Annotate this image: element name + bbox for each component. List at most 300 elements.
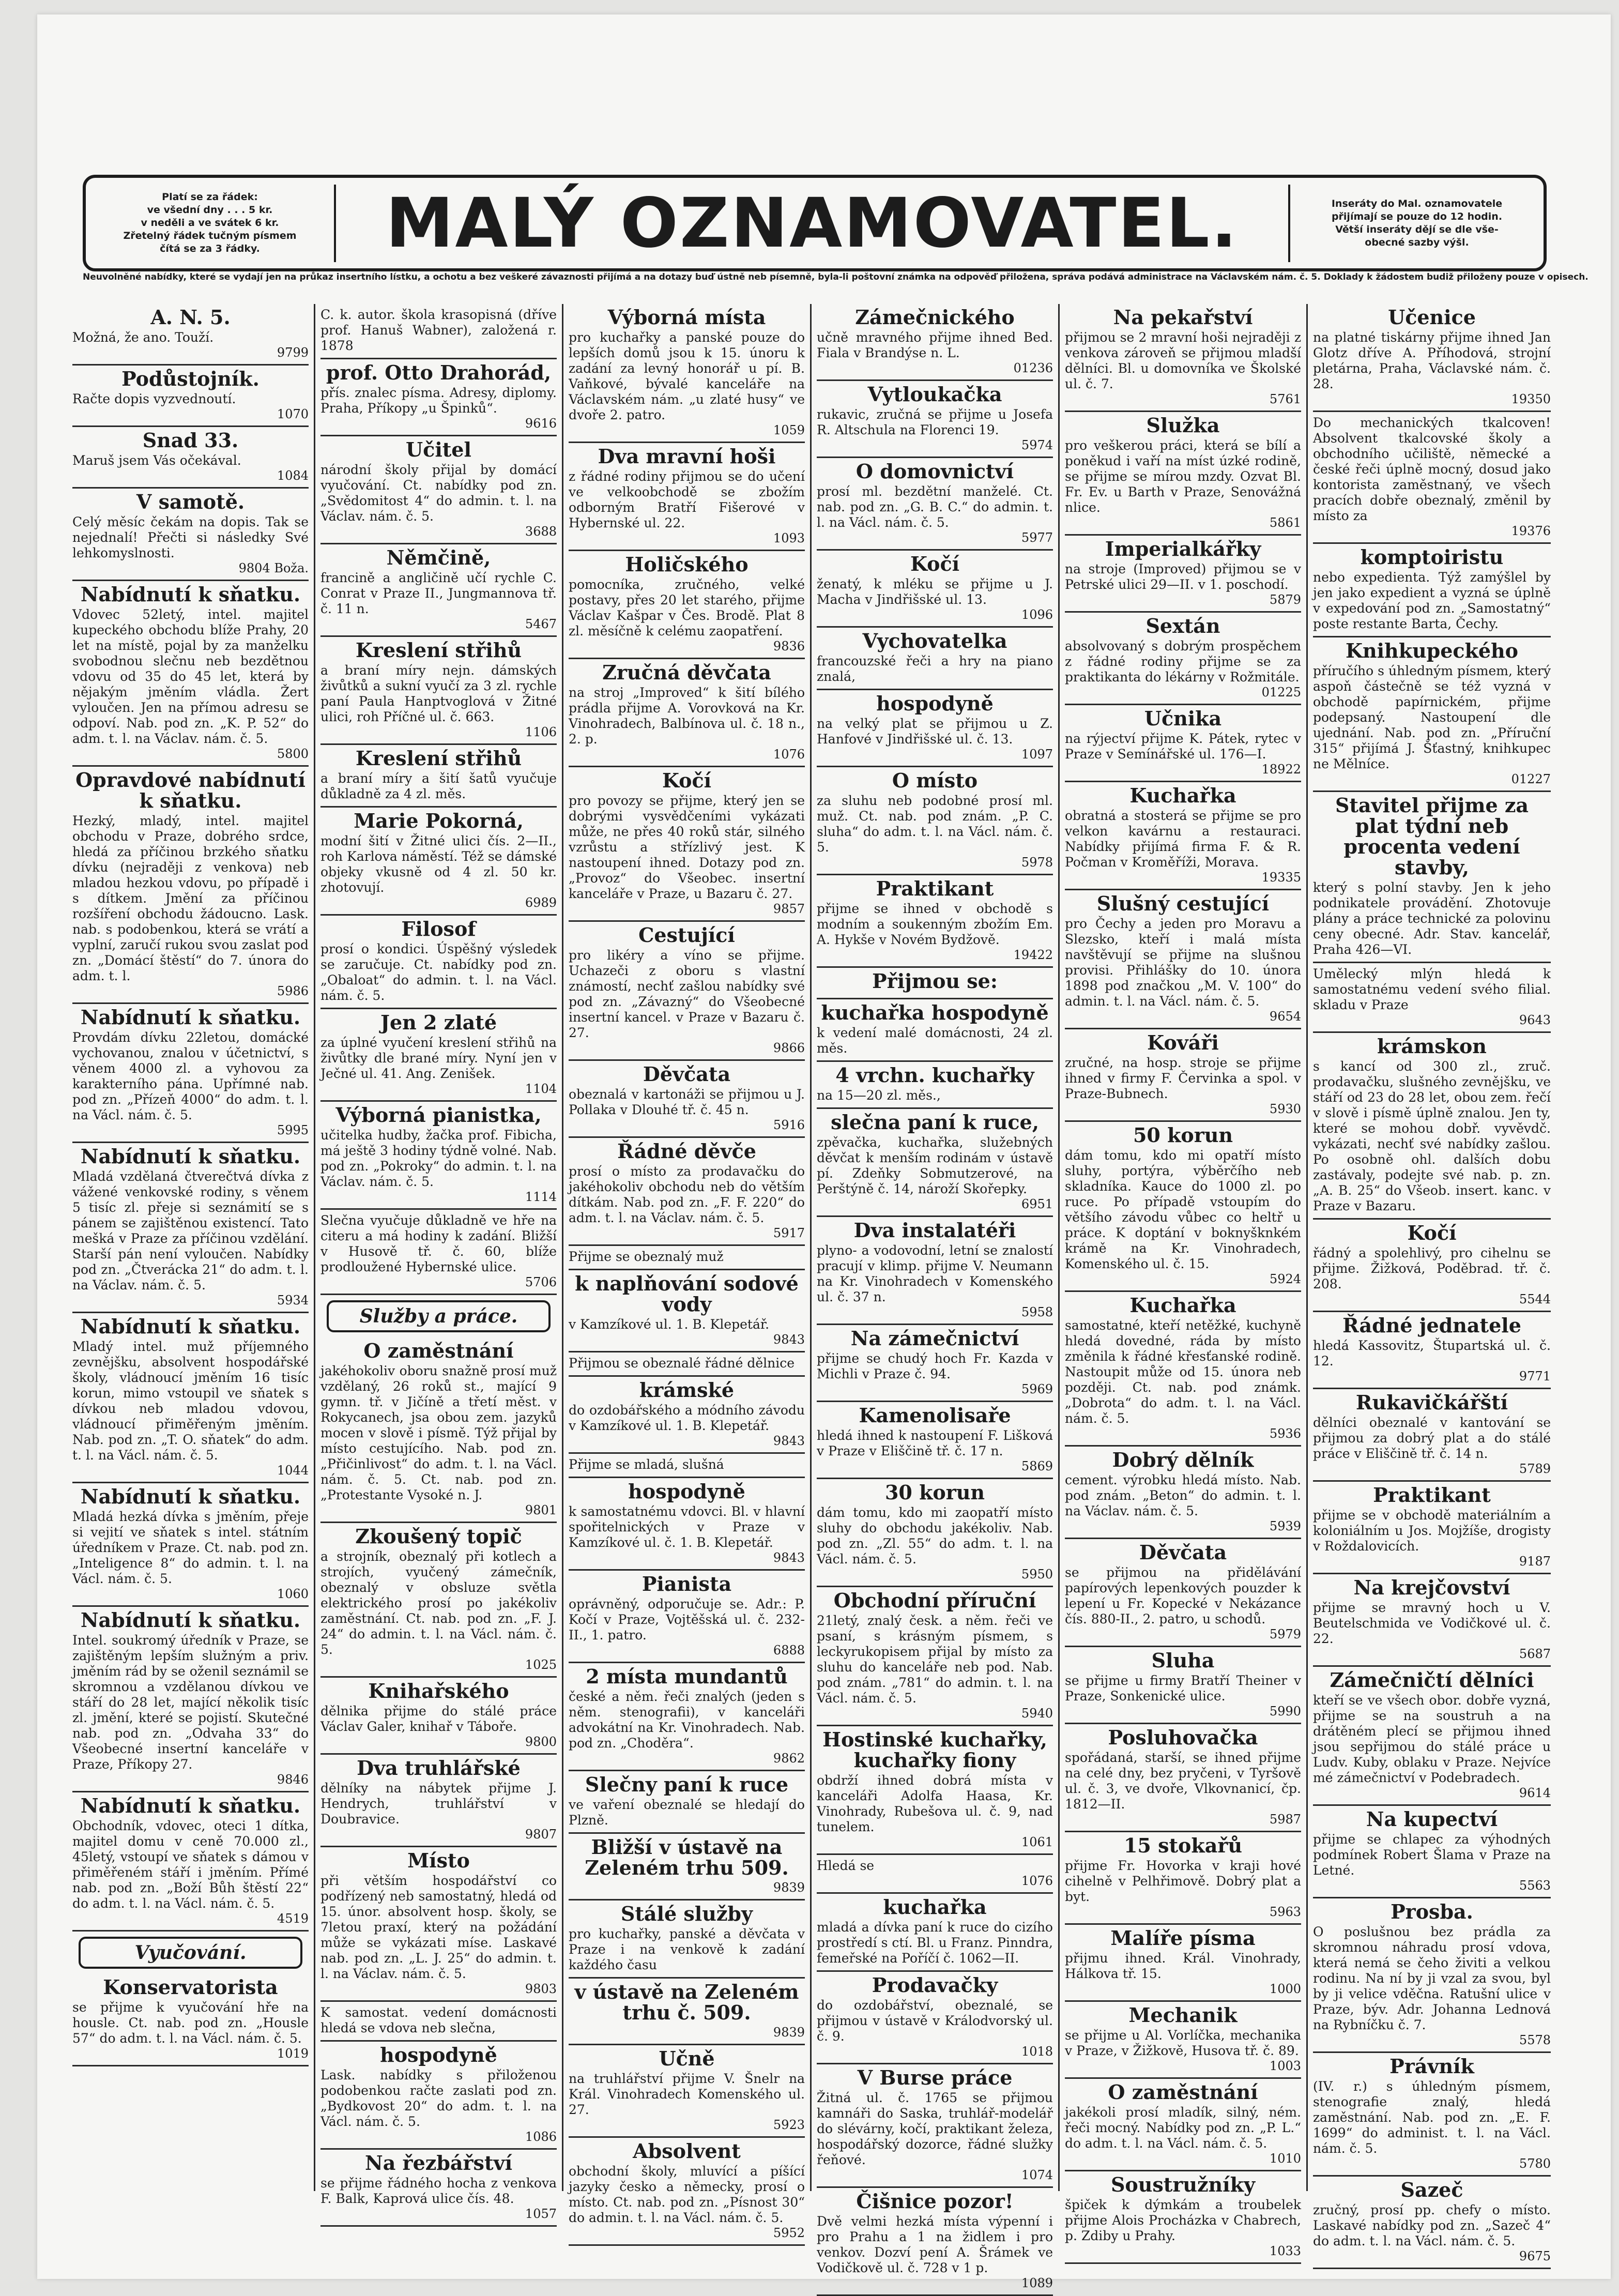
ad-reference-number: 5869 — [1021, 1459, 1053, 1473]
ad-reference-number: 5969 — [1021, 1382, 1053, 1396]
section-heading: Vyučování. — [79, 1937, 302, 1969]
ad-text: Mladá vzdělaná čtverečtvá dívka z vážené venkovské rodiny, s věnem 5 tisíc zl. přeje si seznámití se s pánem se zajištěnou existencí. Tato mešká v Praze za příčinou vzdělání. Starší pán není vyloučen. Nabídky pod zn. „Čtverácka 21“ do adm. t. l. na Václav. nám. č. 5. — [72, 1169, 309, 1293]
ad-heading: Imperialkářky — [1105, 537, 1261, 560]
ad-reference-number: 5934 — [277, 1293, 309, 1307]
ad-reference-number: 5687 — [1519, 1647, 1551, 1661]
ad-reference-number: 5761 — [1269, 392, 1301, 406]
ad-text: ve vaření obeznalé se hledají do Plzně. — [569, 1797, 805, 1828]
ad-heading: O zaměstnání — [1108, 2080, 1258, 2104]
ad-text: Intel. soukromý úředník v Praze, se zajištěným lepším služným a priv. jměním rád by se oženil seznámil se skromnou a vzdělanou dívkou ve stáří do 28 let, mající několik tisíc zl. jmění, které se pojistí. Skutečné nab. pod zn. „Odvaha 33“ do Všeobecné insertní kanceláře v Praze, Příkopy 27. — [72, 1633, 309, 1772]
ad-heading: hospodyně — [380, 2043, 497, 2066]
ad-reference-number: 5974 — [1021, 438, 1053, 452]
ad-reference-number: 9616 — [525, 416, 557, 431]
ad-heading: Němčině, — [386, 546, 491, 569]
ad-heading: Prosba. — [1391, 1900, 1473, 1923]
ad-text: pro kuchařky, panské a děvčata v Praze i na venkově k zadání každého času — [569, 1926, 805, 1972]
ad-text: francouzské řeči a hry na piano znalá, — [817, 653, 1053, 684]
classified-ad — [1065, 613, 1301, 705]
ad-text: 21letý, znalý česk. a něm. řeči ve psaní, s krásným písmem, s leckyrukopisem přijal by místo za sluhu do kanceláře neb pod. Nab. pod znám. „781“ do admin. t. l. na Václ. nám. č. 5. — [817, 1613, 1053, 1706]
ad-reference-number: 6989 — [525, 895, 557, 910]
ad-text: C. k. autor. škola krasopisná (dříve prof. Hanuš Wabner), založená r. 1878 — [320, 307, 557, 353]
ad-text: který s polní stavby. Jen k jeho podnikatele provádění. Zhotovuje plány a práce technické za polovinu ceny obecné. Adr. Stav. kancelář, Praha 426—VI. — [1313, 880, 1551, 957]
ad-heading: Holičského — [625, 553, 749, 576]
classified-ad — [569, 1270, 805, 1352]
ad-heading: Místo — [407, 1849, 470, 1872]
ad-text: pro veškerou práci, která se bílí a poněkud i vaří na míst úzké rodině, se přijme se mírou mzdy. Ozvat Bl. Fr. Ev. u Barth v Praze, Senovážná nlice. — [1065, 438, 1301, 515]
ad-reference-number: 9804 Boža. — [238, 561, 309, 575]
ad-heading: Vytloukačka — [867, 383, 1002, 406]
ad-heading: Učenice — [1388, 306, 1476, 329]
ad-heading: Na krejčovství — [1353, 1576, 1510, 1599]
ad-text: prosí ml. bezdětní manželé. Ct. nab. pod zn. „G. B. C.“ do admin. t. l. na Václ. nám. č. 5. — [817, 484, 1053, 530]
ad-text: Žitná ul. č. 1765 se přijmou kamnáři do Saska, truhlář-modelář do slévárny, kočí, praktikant železa, hospodářský dozorce, řádné služky řeňové. — [817, 2090, 1053, 2167]
ad-reference-number: 5995 — [277, 1123, 309, 1137]
ad-reference-number: 5800 — [277, 747, 309, 761]
ad-reference-number: 1019 — [277, 2046, 309, 2061]
classified-ad — [817, 381, 1053, 458]
ad-text: pro Čechy a jeden pro Moravu a Slezsko, kteří i malá místa navštěvují se přijme na slušnou provisi. Přihlášky do 10. února 1898 pod značkou „M. V. 100“ do admin. t. l. na Václ. nám. č. 5. — [1065, 916, 1301, 1009]
ad-heading: Zámečničtí dělníci — [1330, 1668, 1534, 1692]
classified-ad — [817, 767, 1053, 875]
ad-text: Umělecký mlýn hledá k samostatnému vedení svého filial. skladu v Praze — [1313, 966, 1551, 1012]
ad-reference-number: 5952 — [773, 2226, 805, 2240]
classified-ad — [320, 916, 557, 1009]
ad-text: Lask. nabídky s přiloženou podobenkou račte zaslati pod zn. „Bydkovost 20“ do adm. t. l. na Václ. nám. č. 5. — [320, 2067, 557, 2129]
classified-ad — [1065, 1292, 1301, 1447]
classified-ad — [320, 745, 557, 808]
ad-heading: Nabídnutí k sňatku. — [80, 1006, 301, 1029]
ad-heading: Prodavačky — [872, 1973, 998, 1997]
ad-text: dělníci obeznalé v kantování se přijmou za dobrý plat a do stálé práce v Eliščině tř. č. 14 n. — [1313, 1415, 1551, 1461]
ad-heading: Dva truhlářské — [357, 1756, 521, 1780]
classified-ad — [320, 1337, 557, 1523]
classified-ad — [569, 1663, 805, 1771]
ad-heading: Posluhovačka — [1108, 1726, 1258, 1749]
ad-reference-number: 1093 — [773, 531, 805, 545]
ad-text: přijme Fr. Hovorka v kraji hové cihelně v Pelhřimově. Dobrý plat a byt. — [1065, 1858, 1301, 1904]
ad-text: dám tomu, kdo mi opatří místo sluhy, portýra, výběrčího neb skladníka. Kauce do 1000 zl. po ruce. Po případě vstoupím do většího závodu vůbec co heltř u práce. K doptání v boknyšknkém krámě na Kr. Vinohradech, Komenského ul. č. 15. — [1065, 1148, 1301, 1271]
ad-heading: Děvčata — [643, 1062, 731, 1086]
ad-reference-number: 5917 — [773, 1226, 805, 1240]
ad-text: přijme se chudý hoch Fr. Kazda v Michli v Praze č. 94. — [817, 1351, 1053, 1381]
classified-ad — [72, 304, 309, 366]
ad-reference-number: 1084 — [277, 468, 309, 483]
classified-ad — [320, 1678, 557, 1755]
ad-text: samostatné, kteří netěžké, kuchyně hledá dovedné, ráda by místo změnila k řádné křesťanské rodině. Nastoupit může od 15. února neb později. Ct. nab. pod známk. „Dobrota“ do adm. t. l. na Václ. nám. č. 5. — [1065, 1318, 1301, 1426]
ad-reference-number: 5950 — [1021, 1567, 1053, 1582]
ad-text: O poslušnou bez prádla za skromnou náhradu prosí vdova, která nemá se čeho živiti a velkou rodinu. Na ní by ji vzal za svou, byl by ji velice vděčna. Ratušní ulice v Praze, býv. Adr. Johanna Lednová na Rybníčku č. 7. — [1313, 1924, 1551, 2032]
classified-ad — [1313, 1667, 1551, 1806]
classified-ad — [1313, 1806, 1551, 1898]
ad-text: mladá a dívka paní k ruce do cizího prostředí s ctí. Bl. u Franz. Pinndra, femeřské na Poříčí č. 1062—II. — [817, 1920, 1053, 1966]
ad-column — [315, 304, 563, 2221]
ad-text: cement. výrobku hledá místo. Nab. pod znám. „Beton“ do admin. t. l. na Václav. nám. č. 5. — [1065, 1472, 1301, 1518]
ad-heading: Cestující — [638, 923, 735, 947]
ad-heading: Právník — [1389, 2055, 1474, 2078]
ad-text: do ozdobářství, obeznalé, se přijmou v ústavě v Králodvorský ul. č. 9. — [817, 1998, 1053, 2044]
classified-ad — [817, 1217, 1053, 1325]
ad-heading: Řádné jednatele — [1342, 1314, 1521, 1337]
ad-heading: Absolvent — [633, 2139, 741, 2163]
ad-column — [1308, 304, 1556, 2263]
ad-text: na stroje (Improved) přijmou se v Petrské ulici 29—II. v 1. poschodí. — [1065, 561, 1301, 592]
ad-reference-number: 3688 — [525, 524, 557, 539]
ad-heading: Děvčata — [1139, 1541, 1227, 1564]
ad-reference-number: 1044 — [277, 1463, 309, 1478]
ad-reference-number: 9843 — [773, 1550, 805, 1565]
ad-text: dám tomu, kdo mi zaopatří místo sluhy do obchodu jakékoliv. Nab. pod zn. „Zl. 55“ do adm. t. l. na Václ. nám. č. 5. — [817, 1505, 1053, 1567]
ad-text: se přijme u Al. Vorlíčka, mechanika v Praze, v Žižkově, Husova tř. č. 89. — [1065, 2028, 1301, 2058]
ad-heading: Zámečnického — [855, 306, 1015, 329]
classified-ad — [569, 304, 805, 443]
classified-ad — [1065, 1539, 1301, 1647]
ad-text: na stroj „Improved“ k šití bílého prádla přijme A. Vorovková na Kr. Vinohradech, Balbínova ul. č. 18 n., 2. p. — [569, 685, 805, 747]
ad-heading: Učnika — [1144, 707, 1222, 730]
ad-reference-number: 5987 — [1269, 1812, 1301, 1827]
ad-heading: Malíře písma — [1110, 1926, 1256, 1950]
classified-ad — [817, 304, 1053, 381]
pricing-line: čítá se za 3 řádky. — [160, 243, 260, 254]
ad-heading: V samotě. — [136, 490, 245, 513]
classified-ad — [817, 1325, 1053, 1402]
ad-heading: Kuchařka — [1129, 784, 1236, 807]
classified-ad — [1313, 1482, 1551, 1574]
ad-text: a braní míry nejn. dámských živůtků a sukní vyučí za 3 zl. rychle paní Paula Hanptvoglová v Žitné ulici, roh Příčné ul. č. 663. — [320, 663, 557, 724]
ad-heading: Nabídnutí k sňatku. — [80, 583, 301, 606]
classified-ad — [72, 366, 309, 427]
classified-ad — [569, 1246, 805, 1270]
ad-text: oprávněný, odporučuje se. Adr.: P. Kočí v Praze, Vojtěšská ul. č. 232-II., 1. patro. — [569, 1596, 805, 1643]
ad-heading: Kuchařka — [1129, 1294, 1236, 1317]
classified-ad — [569, 1771, 805, 1834]
insertion-line: přijímají se pouze do 12 hodin. — [1331, 210, 1503, 222]
ad-text: obeznalá v kartonáži se přijmou u J. Pollaka v Dlouhé tř. č. 45 n. — [569, 1087, 805, 1117]
ad-text: francině a angličině učí rychle C. Conrat v Praze II., Jungmannova tř. č. 11 n. — [320, 570, 557, 616]
classified-ad — [72, 1974, 309, 2066]
ad-heading: Filosof — [401, 917, 476, 940]
ad-heading: O domovnictví — [856, 460, 1014, 483]
ad-text: při větším hospodářství co podřízený neb samostatný, hledá od 15. únor. absolvent hosp. školy, se 7letou praxí, který na požádání může se vykázati míse. Laskavé nab. pod zn. „L. J. 25“ do admin. t. l. na Václav. nám. č. 5. — [320, 1873, 557, 1981]
classified-ad — [1313, 2177, 1551, 2269]
ad-heading: Nabídnutí k sňatku. — [80, 1794, 301, 1817]
ad-reference-number: 1086 — [525, 2130, 557, 2144]
ad-reference-number: 1076 — [773, 747, 805, 762]
classified-ad — [1313, 1312, 1551, 1389]
ad-heading: V Burse práce — [857, 2066, 1013, 2089]
ad-text: Hezký, mladý, intel. majitel obchodu v Praze, dobrého srdce, hledá za příčinou brzkého sňatku dívku (nejraději z venkova) neb mladou hezkou vdovu, po případě i s dítkem. Jmění za příčinou rozšíření obchodu žádoucno. Lask. nab. s podobenkou, která se vrátí a vyplní, zaručí rukou svou zaslat pod zn. „Domácí štěstí“ do 7. února do adm. t. l. — [72, 813, 309, 983]
ad-text: na velký plat se přijmou u Z. Hanfové v Jindřišské ul. č. 13. — [817, 716, 1053, 747]
classified-ad — [569, 1352, 805, 1377]
ad-text: Provdám dívku 22letou, domácké vychovanou, znalou v účetnictví, s věnem 4000 zl. a vyhovou za karakterního pána. Upřímné nab. pod zn. „Přízeň 4000“ do adm. t. l. na Václ. nám. č. 5. — [72, 1030, 309, 1122]
ad-reference-number: 5936 — [1269, 1426, 1301, 1441]
classified-ad — [1065, 782, 1301, 890]
classified-ad — [569, 1900, 805, 1979]
header-notice: Neuvolněné nabídky, které se vydají jen na průkaz insertního lístku, a ochotu a bez veškeré závaznosti přijímá a na dotazy buď ústně neb písemně, byla-li poštovní známka na odpověď přiložena, správa podává administrace na Václavském nám. č. 5. Doklady k žádostem budiž přiloženy pouze v opisech. — [83, 272, 1589, 282]
ad-heading: Slečny paní k ruce — [585, 1773, 789, 1796]
ad-text: přijme se mravný hoch u V. Beutelschmida ve Vodičkové ul. č. 22. — [1313, 1600, 1551, 1646]
ad-reference-number: 9862 — [773, 1751, 805, 1766]
ad-reference-number: 19422 — [1013, 948, 1053, 962]
ad-heading: hospodyně — [628, 1480, 745, 1503]
classified-ad — [72, 767, 309, 1004]
ad-text: české a něm. řeči znalých (jeden s něm. stenografii), v kanceláři advokátní na Kr. Vinohradech. Nab. pod zn. „Choděra“. — [569, 1689, 805, 1751]
classified-ad — [72, 1792, 309, 1932]
ad-reference-number: 19350 — [1511, 392, 1551, 406]
classified-ad — [72, 1483, 309, 1607]
classified-ad — [1065, 2079, 1301, 2171]
classified-ad — [72, 1004, 309, 1143]
ad-text: přijme se ihned v obchodě s modním a soukenným zbožím Em. A. Hykše v Novém Bydžově. — [817, 901, 1053, 947]
ad-text: Do mechanických tkalcoven! Absolvent tkalcovské školy a obchodního učiliště, německé a české řeči úplně mocný, dosud jako kontorista zaměstnaný, ve všech pracích dobře obeznalý, změnil by místo za — [1313, 415, 1551, 523]
classified-ad — [817, 1109, 1053, 1217]
ad-reference-number: 5986 — [277, 984, 309, 998]
ad-reference-number: 1003 — [1269, 2059, 1301, 2073]
ad-text: zpěvačka, kuchařka, služebných děvčat k menším rodinám v ústavě pí. Zdeňky Sobmutzerové, na Perštýně č. 14, nároží Skořepky. — [817, 1135, 1053, 1196]
ad-reference-number: 01236 — [1013, 361, 1053, 375]
ad-heading: Na kupectví — [1366, 1807, 1498, 1831]
ad-text: pro povozy se přijme, který jen se dobrými vysvědčeními vykázati může, ne přes 40 roků stár, silného vzrůstu a střízlivý jest. K nastoupení ihned. Dotazy pod zn. „Provoz“ do Všeobec. insertní kanceláře v Praze, u Bazaru č. 27. — [569, 793, 805, 901]
classified-ad — [320, 359, 557, 436]
classified-ad — [1313, 1220, 1551, 1312]
ad-text: Přijme se mladá, slušná — [569, 1457, 724, 1472]
ad-reference-number: 5978 — [1021, 855, 1053, 870]
ad-heading: Nabídnutí k sňatku. — [80, 1315, 301, 1338]
ad-text: zručné, na hosp. stroje se přijme ihned v firmy F. Červinka a spol. v Praze-Bubnech. — [1065, 1055, 1301, 1101]
ad-reference-number: 5780 — [1519, 2156, 1551, 2171]
ad-text: řádný a spolehlivý, pro cihelnu se přijme. Žižková, Poděbrad. tř. č. 208. — [1313, 1245, 1551, 1291]
ad-column — [563, 304, 812, 2240]
classified-ad — [1313, 792, 1551, 963]
ad-text: k vedení malé domácnosti, 24 zl. měs. — [817, 1025, 1053, 1056]
ad-heading: 2 místa mundantů — [586, 1665, 788, 1688]
classified-columns — [67, 304, 1556, 2290]
page-title: MALÝ OZNAMOVATEL. — [334, 185, 1290, 262]
ad-reference-number: 9836 — [773, 639, 805, 653]
ad-reference-number: 4519 — [277, 1911, 309, 1926]
classified-ad — [320, 1102, 557, 1210]
classified-ad — [569, 1138, 805, 1246]
classified-ad — [817, 1402, 1053, 1479]
ad-heading: slečna paní k ruce, — [831, 1111, 1039, 1134]
ad-text: Možná, že ano. Touží. — [72, 330, 214, 345]
classified-ad — [817, 458, 1053, 551]
ad-heading: k naplňování sodové vody — [575, 1272, 799, 1316]
ad-heading: Knihařského — [368, 1679, 509, 1702]
classified-ad — [320, 1523, 557, 1678]
ad-text: obratná a stosterá se přijme se pro velkon kavárnu a restauraci. Nabídky přijímá firma F. & R. Počman v Kroměříži, Morava. — [1065, 808, 1301, 870]
ad-text: dělníky na nábytek přijme J. Hendrych, truhlářství v Doubravice. — [320, 1781, 557, 1827]
classified-ad — [817, 1587, 1053, 1726]
classified-ad — [569, 1377, 805, 1454]
ad-reference-number: 6951 — [1021, 1197, 1053, 1211]
ad-reference-number: 9801 — [525, 1503, 557, 1517]
classified-ad — [72, 1607, 309, 1792]
ad-text: se přijme u firmy Bratří Theiner v Praze, Sonkenické ulice. — [1065, 1673, 1301, 1704]
ad-heading: Rukavičkářští — [1355, 1391, 1508, 1414]
ad-heading: Praktikant — [1373, 1483, 1491, 1507]
ad-text: hledá Kassovitz, Štupartská ul. č. 12. — [1313, 1338, 1551, 1369]
ad-text: Maruš jsem Vás očekával. — [72, 453, 241, 468]
classified-ad — [817, 1972, 1053, 2064]
ad-text: na platné tiskárny přijme ihned Jan Glotz dříve A. Příhodová, strojní pletárna, Praha, Václavské nám. č. 28. — [1313, 330, 1551, 391]
ad-text: obchodní školy, mluvící a píšící jazyky česko a německy, prosí o místo. Ct. nab. pod zn. „Písnost 30“ do admin. t. l. na Václ. nám. č. 5. — [569, 2164, 805, 2225]
classified-ad — [1313, 1574, 1551, 1667]
ad-heading: Stavitel přijme za plat týdní neb procenta vedení stavby, — [1335, 794, 1529, 879]
ad-reference-number: 9866 — [773, 1041, 805, 1055]
ad-text: národní školy přijal by domácí vyučování. Ct. nabídky pod zn. „Svědomitost 4“ do admin. t. l. na Václav. nám. č. 5. — [320, 462, 557, 524]
classified-ad — [817, 628, 1053, 690]
classified-ad — [569, 2045, 805, 2138]
ad-text: absolvovaný s dobrým prospěchem z řádné rodiny přijme se za praktikanta do lékárny v Rožmitále. — [1065, 638, 1301, 685]
ad-reference-number: 9846 — [277, 1772, 309, 1787]
ad-text: pomocníka, zručného, velké postavy, přes 20 let starého, přijme Václav Kašpar v Čes. Brodě. Plat 8 zl. měsíčně k celému zaopatření. — [569, 577, 805, 638]
ad-heading: 50 korun — [1133, 1123, 1233, 1147]
ad-column — [812, 304, 1060, 2290]
ad-text: ženatý, k mléku se přijme u J. Macha v Jindřišské ul. 13. — [817, 576, 1053, 607]
classified-ad — [320, 1755, 557, 1847]
classified-ad — [320, 1009, 557, 1102]
ad-text: jakékoli prosí mladík, silný, ném. řeči mocný. Nabídky pod zn. „P. L.“ do adm. t. l. na Václ. nám. č. 5. — [1065, 2105, 1301, 2151]
classified-ad — [817, 968, 1053, 999]
ad-heading: Dobrý dělník — [1112, 1448, 1254, 1471]
ad-heading: Nabídnutí k sňatku. — [80, 1145, 301, 1168]
ad-heading: Sextán — [1145, 614, 1220, 637]
classified-ad — [569, 443, 805, 551]
classified-ad — [569, 2138, 805, 2246]
ad-text: Slečna vyučuje důkladně ve hře na citeru a má hodiny k zadání. Bližší v Husově tř. č. 60, blíže prodloužené Hybernské ulice. — [320, 1213, 557, 1274]
classified-ad — [817, 551, 1053, 628]
ad-text: a braní míry a šití šatů vyučuje důkladně za 4 zl. měs. — [320, 771, 557, 801]
ad-heading: Výborná místa — [607, 306, 766, 329]
ad-reference-number: 5578 — [1519, 2033, 1551, 2047]
classified-ad — [817, 999, 1053, 1062]
ad-heading: Marie Pokorná, — [354, 809, 524, 832]
classified-ad — [320, 1210, 557, 1295]
classified-ad — [1065, 412, 1301, 536]
classified-ad — [569, 1571, 805, 1663]
ad-heading: Kreslení střihů — [355, 747, 522, 770]
ad-heading: Vychovatelka — [862, 629, 1007, 652]
ad-heading: Jen 2 zlaté — [380, 1011, 497, 1034]
ad-reference-number: 1089 — [1021, 2276, 1053, 2290]
masthead — [83, 175, 1547, 271]
classified-ad — [320, 544, 557, 637]
ad-text: k samostatnému vdovci. Bl. v hlavní spořitelnických v Praze v Kamzíkové ul. č. 1. B. Klepetář. — [569, 1504, 805, 1550]
classified-ad — [1313, 963, 1551, 1033]
ad-text: prosí o místo za prodavačku do jakéhokoliv obchodu neb do větším dítkám. Nab. pod zn. „F. F. 220“ do adm. t. l. na Václav. nám. č. 5. — [569, 1164, 805, 1225]
ad-heading: Nabídnutí k sňatku. — [80, 1485, 301, 1508]
classified-ad — [72, 427, 309, 489]
section-heading: Služby a práce. — [327, 1300, 551, 1332]
ad-text: se přijme řádného hocha z venkova F. Balk, Kaprová ulice čís. 48. — [320, 2176, 557, 2206]
ad-heading: prof. Otto Drahorád, — [326, 361, 552, 384]
ad-heading: Kamenolisaře — [859, 1404, 1011, 1427]
ad-heading: Sazeč — [1400, 2178, 1463, 2201]
ad-heading: Na pekařství — [1113, 306, 1253, 329]
ad-heading: Snad 33. — [142, 429, 239, 452]
ad-reference-number: 19335 — [1261, 870, 1301, 885]
ad-heading: v ústavě na Zeleném trhu č. 509. — [574, 1980, 799, 2024]
classified-ad — [569, 1478, 805, 1571]
ad-heading: Stálé služby — [620, 1902, 753, 1925]
ad-heading: Kováři — [1147, 1031, 1219, 1054]
ad-heading: komptoiristu — [1360, 545, 1504, 569]
classified-ad — [320, 637, 557, 745]
ad-reference-number: 9643 — [1519, 1013, 1551, 1027]
classified-ad — [1065, 1447, 1301, 1539]
pricing-line: v neděli a ve svátek 6 kr. — [141, 217, 279, 229]
ad-text: na 15—20 zl. měs., — [817, 1088, 941, 1103]
ad-heading: Řádné děvče — [617, 1139, 756, 1163]
ad-heading: Konservatorista — [103, 1975, 278, 1999]
ad-heading: Sluha — [1151, 1649, 1215, 1672]
classified-ad — [1313, 304, 1551, 412]
ad-text: K samostat. vedení domácnosti hledá se vdova neb slečna, — [320, 2005, 557, 2035]
ad-text: rukavic, zručná se přijme u Josefa R. Altschula na Florenci 19. — [817, 407, 1053, 437]
ad-text: za sluhu neb podobné prosí ml. muž. Ct. nab. pod znám. „P. C. sluha“ do adm. t. l. na Václ. nám. č. 5. — [817, 793, 1053, 855]
classified-ad — [1065, 1832, 1301, 1925]
insertion-line: Větší inseráty dějí se dle vše- — [1335, 223, 1499, 235]
ad-text: Mladý intel. muž příjemného zevnějšku, absolvent hospodářské školy, vládnoucí jměním 16 tisíc korun, mimo vstoupil ve sňatek s dívkou neb mladou vdovou, vládnoucí přiměřeným jměním. Nab. pod zn. „T. O. sňatek“ do adm. t. l. na Václ. nám. č. 5. — [72, 1339, 309, 1463]
classified-ad — [1313, 2053, 1551, 2177]
ad-text: se přijmou na přidělávání papírových lepenkových pouzder k lepení u Fr. Kopecké v Nekázance čís. 880-II., 2. patro, u schodů. — [1065, 1565, 1301, 1626]
ad-reference-number: 1033 — [1269, 2244, 1301, 2258]
ad-heading: kuchařka — [883, 1895, 987, 1919]
ad-text: pro likéry a víno se přijme. Uchazeči z oboru s vlastní známostí, nechť zašlou nabídky své pod zn. „Závazný“ do Všeobecné insertní kancel. v Praze v Bazaru č. 27. — [569, 948, 805, 1040]
ad-reference-number: 9799 — [277, 345, 309, 360]
classified-ad — [1065, 1647, 1301, 1724]
ad-reference-number: 1059 — [773, 423, 805, 437]
ad-reference-number: 1060 — [277, 1587, 309, 1601]
ad-heading: Pianista — [642, 1572, 732, 1595]
ad-text: kteří se ve všech obor. dobře vyzná, přijme se na soustruh a na drátěném plecí se přijmou ihned jsou sepřijmou do stálé práce u Ludv. Kuby, oblaku v Praze. Nejvíce mé zámečnictví v Podebradech. — [1313, 1693, 1551, 1785]
classified-ad — [1313, 412, 1551, 544]
pricing-line: Platí se za řádek: — [162, 191, 258, 203]
ad-text: na truhlářství přijme V. Šnelr na Král. Vinohradech Komenského ul. 27. — [569, 2071, 805, 2117]
ad-heading: Učně — [659, 2047, 715, 2070]
ad-heading: Dva mravní hoši — [598, 445, 776, 468]
classified-ad — [1313, 1898, 1551, 2053]
ad-reference-number: 9803 — [525, 1982, 557, 1996]
classified-ad — [817, 1894, 1053, 1972]
classified-ad — [1065, 2171, 1301, 2264]
ad-reference-number: 5930 — [1269, 1102, 1301, 1116]
ad-heading: Kočí — [1407, 1221, 1457, 1244]
ad-text: do ozdobářského a módního závodu v Kamzíkové ul. 1. B. Klepetář. — [569, 1403, 805, 1433]
ad-heading: O zaměstnání — [363, 1339, 514, 1362]
ad-text: za úplné vyučení kreslení střihů na živůtky dle brané míry. Nyní jen v Ječné ul. 41. Ang. Zenišek. — [320, 1035, 557, 1081]
ad-text: se přijme k vyučování hře na housle. Ct. nab. pod zn. „Housle 57“ do adm. t. l. na Václ. nám. č. 5. — [72, 2000, 309, 2046]
ad-reference-number: 5939 — [1269, 1519, 1301, 1533]
ad-reference-number: 9654 — [1269, 1009, 1301, 1024]
ad-heading: Dva instalatéři — [853, 1219, 1016, 1242]
ad-text: Vdovec 52letý, intel. majitel kupeckého obchodu blíže Prahy, 20 let na místě, pojal by za manželku svobodnou slečnu neb bezdětnou vdovu od 35 do 45 let, která by nějakým jměním vládla. Žert vyloučen. Jen na přímou adresu se odpoví. Nab. pod zn. „K. P. 52“ do adm. t. l. na Václav. nám. č. 5. — [72, 607, 309, 746]
ad-heading: 4 vrchn. kuchařky — [835, 1063, 1034, 1087]
classified-ad — [320, 1847, 557, 2002]
ad-reference-number: 9843 — [773, 1332, 805, 1347]
classified-ad — [320, 2150, 557, 2227]
ad-heading: krámské — [639, 1378, 735, 1402]
ad-text: příručího s úhledným písmem, který aspoň částečně se též vyzná v obchodě papírnickém, přijme podepsaný. Nastoupení dle ujednání. Nab. pod zn. „Příruční 315“ přijímá J. Šťastný, knihkupec ne Mělníce. — [1313, 663, 1551, 771]
ad-reference-number: 5990 — [1269, 1704, 1301, 1719]
classified-ad — [817, 1726, 1053, 1855]
ad-reference-number: 5563 — [1519, 1878, 1551, 1893]
ad-heading: Kočí — [910, 552, 960, 575]
ad-text: z řádné rodiny přijmou se do učení ve velkoobchodě se zbožím odborným Bratří Fišerové v Hybernské ul. 22. — [569, 469, 805, 530]
pricing-line: ve všední dny . . . 5 kr. — [147, 204, 273, 216]
ad-reference-number: 9771 — [1519, 1369, 1551, 1383]
ad-heading: Čišnice pozor! — [856, 2189, 1014, 2213]
